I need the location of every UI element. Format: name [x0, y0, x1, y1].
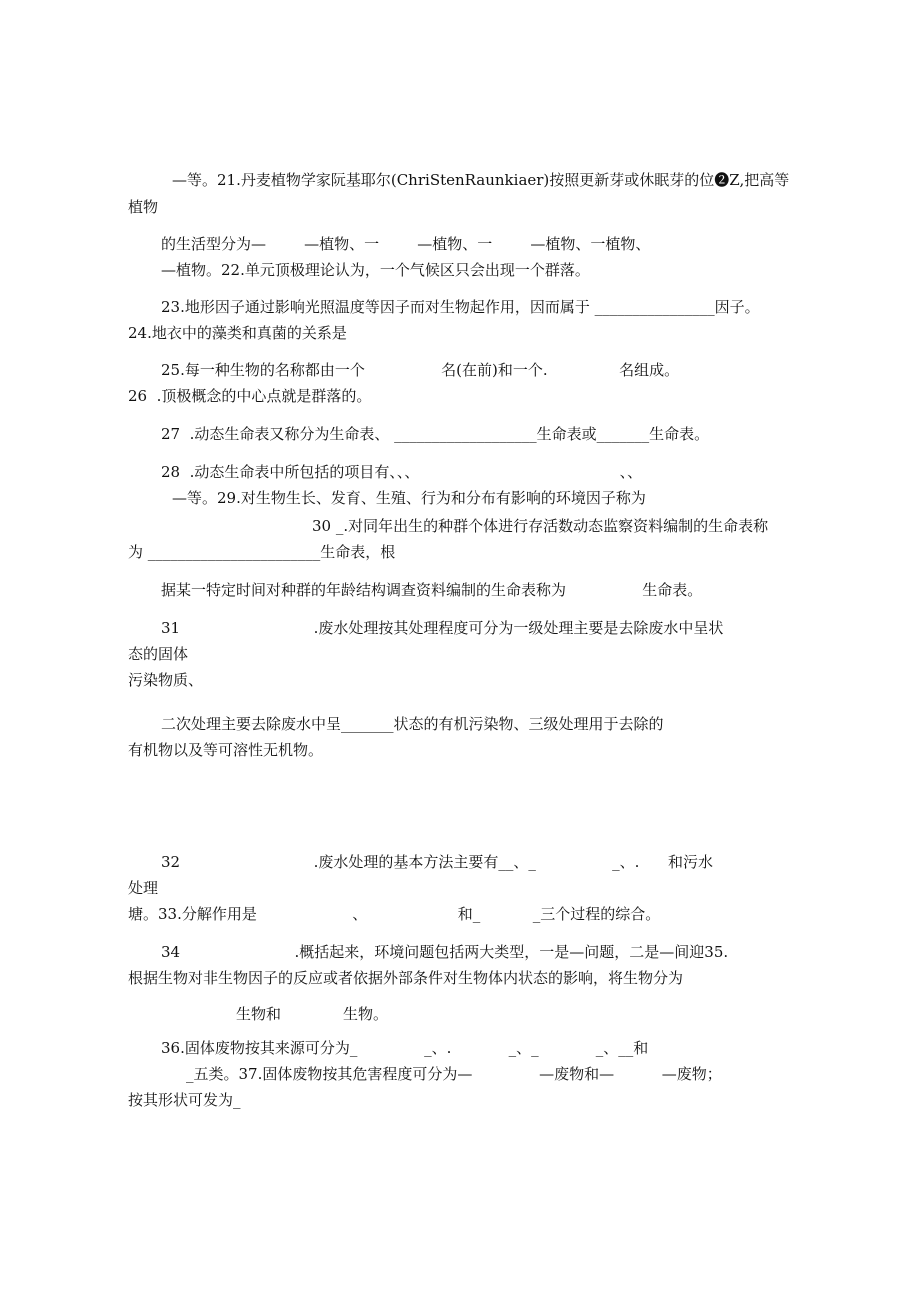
text-line-1: —等。21.丹麦植物学家阮基耶尔(ChriStenRaunkiaer)按照更新芽或休眠芽的位❷Z,把高等: [172, 171, 790, 189]
text-line-12: 30 _.对同年出生的种群个体进行存活数动态监察资料编制的生命表称: [312, 517, 769, 535]
text-line-22: 塘。33.分解作用是 、 和_ _三个过程的综合。: [128, 905, 661, 923]
text-line-5: 23.地形因子通过影响光照温度等因子而对生物起作用，因而属于 ________________因子。: [161, 298, 760, 316]
text-line-7: 25.每一种生物的名称都由一个 名(在前)和一个. 名组成。: [161, 361, 680, 379]
text-line-28: 按其形状可发为_: [128, 1091, 241, 1109]
text-line-21: 处理: [128, 879, 159, 897]
text-line-4: —植物。22.单元顶极理论认为，一个气候区只会出现一个群落。: [161, 261, 590, 279]
text-line-8: 26 .顶极概念的中心点就是群落的。: [128, 387, 372, 405]
text-line-26: 36.固体废物按其来源可分为_ _、. _、_ _、__和: [161, 1039, 649, 1057]
text-line-11: —等。29.对生物生长、发育、生殖、行为和分布有影响的环境因子称为: [172, 489, 646, 507]
text-line-25: 生物和 生物。: [236, 1005, 388, 1023]
text-line-3: 的生活型分为— —植物、一 —植物、一 —植物、一植物、: [161, 235, 651, 253]
text-line-23: 34 .概括起来，环境问题包括两大类型，一是—问题，二是—间迎35.: [161, 943, 729, 961]
text-line-9: 27 .动态生命表又称分为生命表、 ___________________生命表或_______生命表。: [161, 425, 710, 443]
text-line-13: 为 _______________________生命表，根: [128, 543, 396, 561]
text-line-14: 据某一特定时间对种群的年龄结构调查资料编制的生命表称为 生命表。: [161, 581, 703, 599]
text-line-16: 态的固体: [128, 645, 189, 663]
text-line-10: 28 .动态生命表中所包括的项目有、、、 、、: [161, 463, 643, 481]
text-line-15: 31 .废水处理按其处理程度可分为一级处理主要是去除废水中呈状: [161, 619, 724, 637]
text-line-17: 污染物质、: [128, 671, 204, 689]
text-line-6: 24.地衣中的藻类和真菌的关系是: [128, 324, 347, 342]
text-line-19: 有机物以及等可溶性无机物。: [128, 741, 324, 759]
text-line-20: 32 .废水处理的基本方法主要有__、_ _、. 和污水: [161, 853, 714, 871]
text-line-18: 二次处理主要去除废水中呈_______状态的有机污染物、三级处理用于去除的: [161, 715, 664, 733]
text-line-27: _五类。37.固体废物按其危害程度可分为— —废物和— —废物；: [186, 1065, 722, 1083]
text-line-24: 根据生物对非生物因子的反应或者依据外部条件对生物体内状态的影响，将生物分为: [128, 969, 684, 987]
text-line-2: 植物: [128, 198, 159, 216]
